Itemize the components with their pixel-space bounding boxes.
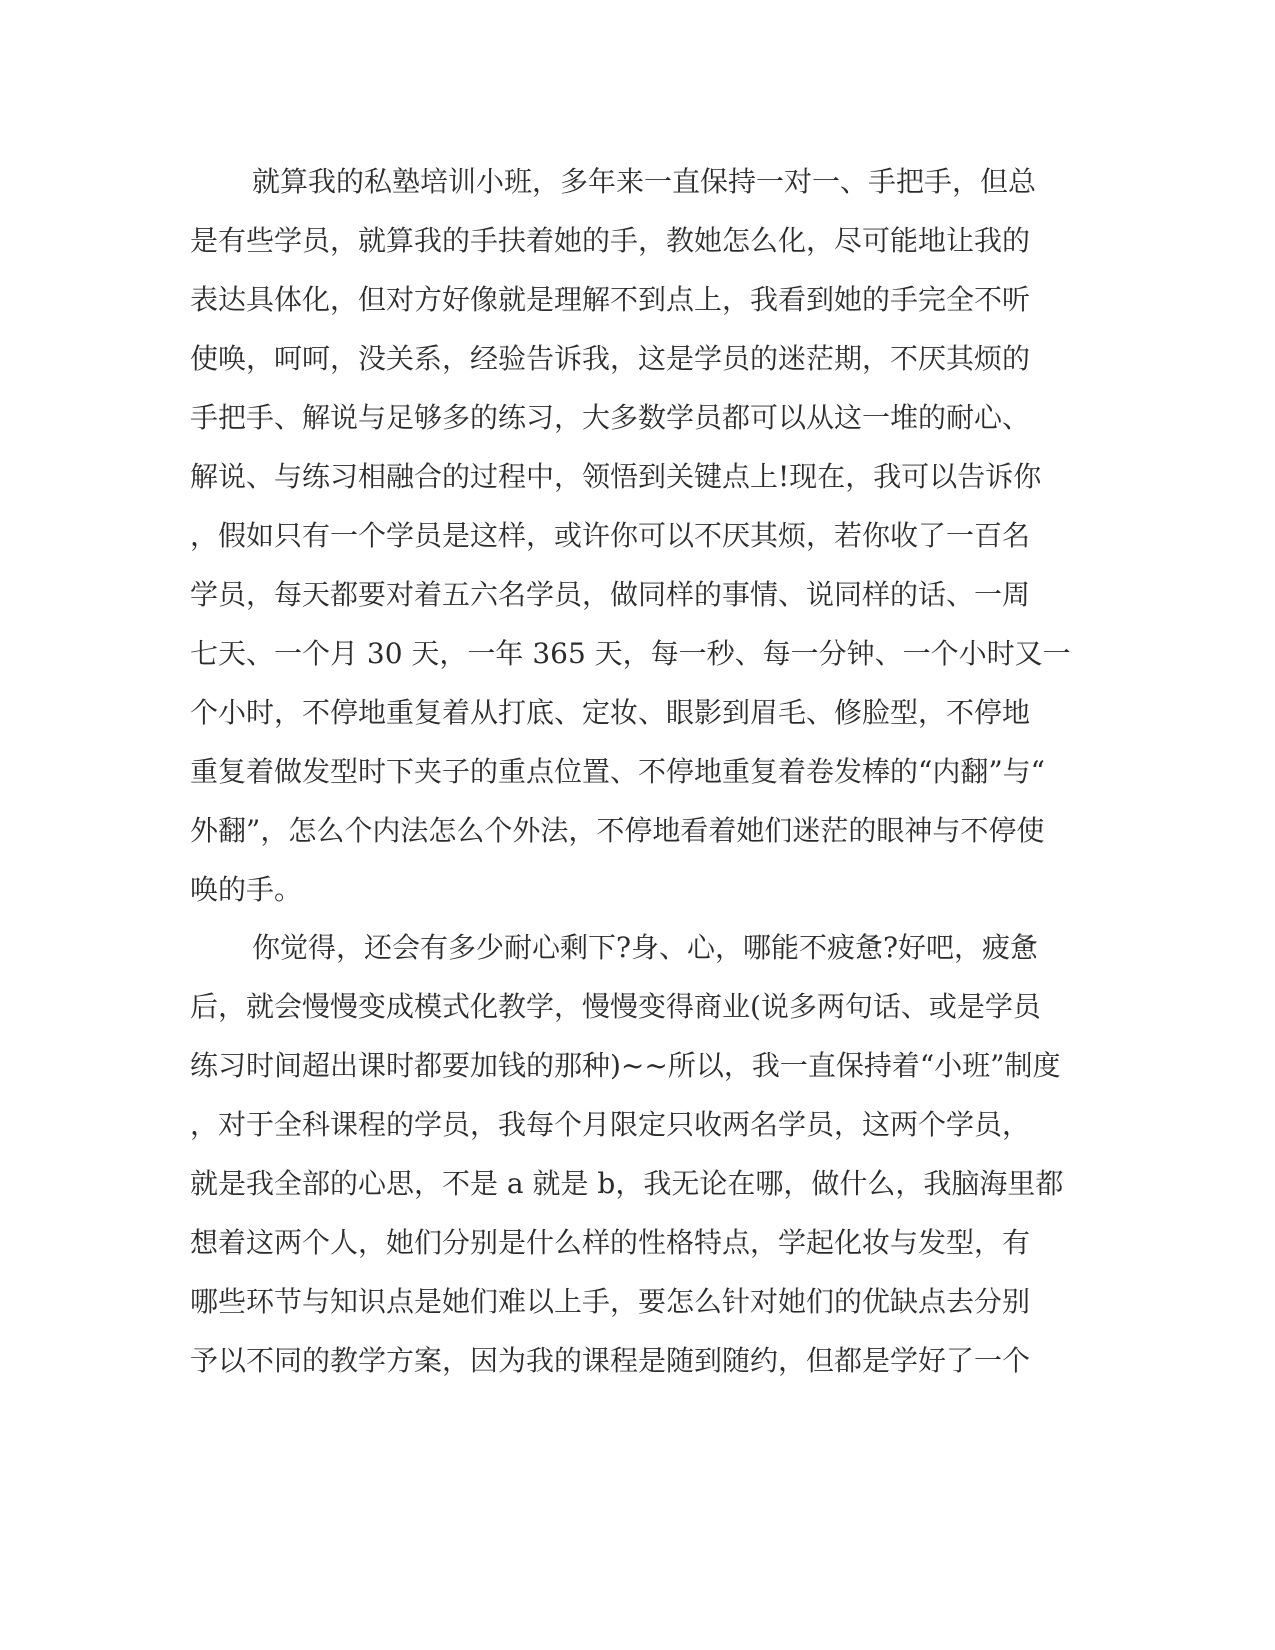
paragraph-2-line-1: 你觉得，还会有多少耐心剩下?身、心，哪能不疲惫?好吧，疲惫: [252, 931, 1039, 964]
paragraph-2-line-4: ，对于全科课程的学员，我每个月限定只收两名学员，这两个学员，: [190, 1108, 1031, 1141]
paragraph-1-line-3: 表达具体化，但对方好像就是理解不到点上，我看到她的手完全不听: [190, 283, 1031, 316]
paragraph-1-line-2: 是有些学员，就算我的手扶着她的手，教她怎么化，尽可能地让我的: [190, 224, 1031, 257]
paragraph-1-line-10: 个小时，不停地重复着从打底、定妆、眼影到眉毛、修脸型，不停地: [190, 696, 1031, 729]
paragraph-1-line-13: 唤的手。: [190, 873, 303, 906]
paragraph-2-line-3: 练习时间超出课时都要加钱的那种)~~所以，我一直保持着“小班”制度: [190, 1049, 1061, 1082]
paragraph-1-line-12: 外翻”，怎么个内法怎么个外法，不停地看着她们迷茫的眼神与不停使: [190, 814, 1045, 847]
paragraph-2-line-5: 就是我全部的心思，不是 a 就是 b，我无论在哪，做什么，我脑海里都: [190, 1167, 1064, 1200]
paragraph-1-line-4: 使唤，呵呵，没关系，经验告诉我，这是学员的迷茫期，不厌其烦的: [190, 342, 1031, 375]
paragraph-2-line-2: 后，就会慢慢变成模式化教学，慢慢变得商业(说多两句话、或是学员: [190, 990, 1041, 1023]
paragraph-1-line-1: 就算我的私塾培训小班，多年来一直保持一对一、手把手，但总: [252, 165, 1037, 198]
paragraph-2-line-7: 哪些环节与知识点是她们难以上手，要怎么针对她们的优缺点去分别: [190, 1285, 1031, 1318]
paragraph-2-line-8: 予以不同的教学方案，因为我的课程是随到随约，但都是学好了一个: [190, 1344, 1031, 1377]
paragraph-1-line-8: 学员，每天都要对着五六名学员，做同样的事情、说同样的话、一周: [190, 578, 1031, 611]
paragraph-1-line-6: 解说、与练习相融合的过程中，领悟到关键点上!现在，我可以告诉你: [190, 460, 1042, 493]
paragraph-1-line-5: 手把手、解说与足够多的练习，大多数学员都可以从这一堆的耐心、: [190, 401, 1031, 434]
paragraph-1-line-9: 七天、一个月 30 天，一年 365 天，每一秒、每一分钟、一个小时又一: [190, 637, 1071, 670]
paragraph-1-line-11: 重复着做发型时下夹子的重点位置、不停地重复着卷发棒的“内翻”与“: [190, 755, 1045, 788]
paragraph-1-line-7: ，假如只有一个学员是这样，或许你可以不厌其烦，若你收了一百名: [190, 519, 1031, 552]
paragraph-2-line-6: 想着这两个人，她们分别是什么样的性格特点，学起化妆与发型，有: [190, 1226, 1031, 1259]
